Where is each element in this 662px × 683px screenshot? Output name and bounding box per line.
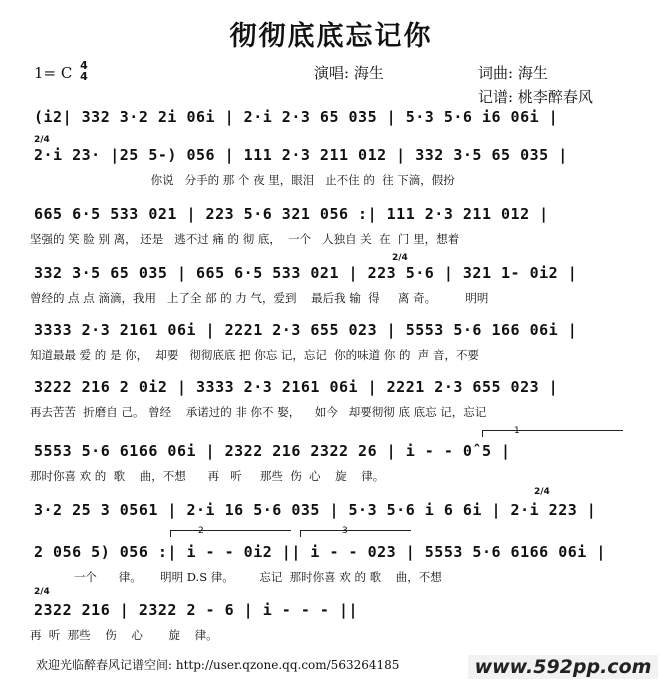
volta-bracket: [170, 530, 291, 537]
notes-line: 3222 216 2 0i2 | 3333 2·3 2161 06i | 2221 2·3 655 023 |: [34, 378, 559, 396]
lyrics-line: 你说 分手的 那 个 夜 里，眼泪 止不住 的 往 下滴，假扮: [30, 173, 455, 187]
lyricist-credit: 词曲: 海生: [478, 64, 548, 82]
notes-line: 332 3·5 65 035 | 665 6·5 533 021 | 223 5·6 | 321 1- 0i2 |: [34, 264, 578, 282]
lyrics-line: 曾经的 点 点 滴滴，我用 上了全 部 的 力 气，爱到 最后我 输 得 离 奇。 明明: [30, 291, 489, 305]
singer-credit: 演唱: 海生: [314, 64, 384, 82]
time-signature-change: 2/4: [34, 135, 50, 145]
time-signature-top: 4: [80, 59, 88, 72]
notes-line: 2322 216 | 2322 2 - 6 | i - - - ||: [34, 601, 359, 619]
time-signature-bottom: 4: [80, 70, 88, 83]
footer-link-text: 欢迎光临醉春风记谱空间: http://user.qzone.qq.com/563264185: [36, 658, 400, 672]
volta-number: 2: [198, 526, 204, 536]
volta-number: 3: [342, 526, 348, 536]
notes-line: 5553 5·6 6166 06i | 2322 216 2322 26 | i - - 0ˆ5 |: [34, 442, 511, 460]
notes-line: 2 056 5) 056 :| i - - 0i2 || i - - 023 | 5553 5·6 6166 06i |: [34, 543, 606, 561]
lyrics-line: 知道最最 爱 的 是 你， 却要 彻彻底底 把 你忘 记，忘记 你的味道 你 的 声 音，不要: [30, 348, 479, 362]
volta-bracket: [300, 530, 411, 537]
notes-line: 3333 2·3 2161 06i | 2221 2·3 655 023 | 5553 5·6 166 06i |: [34, 321, 578, 339]
lyrics-line: 那时你喜 欢 的 歌 曲，不想 再 听 那些 伤 心 旋 律。: [30, 469, 385, 483]
key-signature: 1= C: [34, 64, 73, 82]
volta-number: 1: [514, 426, 520, 436]
watermark-logo: www.592pp.com: [468, 655, 658, 679]
lyrics-line: 一个 律。 明明 D.S 律。 忘记 那时你喜 欢 的 歌 曲，不想: [30, 570, 442, 584]
volta-bracket: [482, 430, 623, 437]
time-signature-change: 2/4: [534, 487, 550, 497]
song-title: 彻彻底底忘记你: [229, 21, 433, 52]
time-signature: [79, 60, 89, 82]
time-signature-change: 2/4: [34, 587, 50, 597]
notes-line: 665 6·5 533 021 | 223 5·6 321 056 :| 111 2·3 211 012 |: [34, 205, 549, 223]
notes-line: (i2| 332 3·2 2i 06i | 2·i 2·3 65 035 | 5·3 5·6 i6 06i |: [34, 108, 559, 126]
time-signature-change: 2/4: [392, 253, 408, 263]
lyrics-line: 再 听 那些 伤 心 旋 律。: [30, 628, 218, 642]
notation-credit: 记谱: 桃李醉春风: [478, 88, 593, 106]
lyrics-line: 坚强的 笑 脸 别 离， 还是 逃不过 痛 的 彻 底， 一个 人独自 关 在 门 里，想着: [30, 232, 460, 246]
lyrics-line: 再去苦苦 折磨自 己。 曾经 承诺过的 非 你不 娶， 如今 却要彻彻 底 底忘 记，忘记: [30, 405, 487, 419]
notes-line: 3·2 25 3 0561 | 2·i 16 5·6 035 | 5·3 5·6 i 6 6i | 2·i 223 |: [34, 501, 597, 519]
notes-line: 2·i 23· |25 5-) 056 | 111 2·3 211 012 | 332 3·5 65 035 |: [34, 146, 568, 164]
